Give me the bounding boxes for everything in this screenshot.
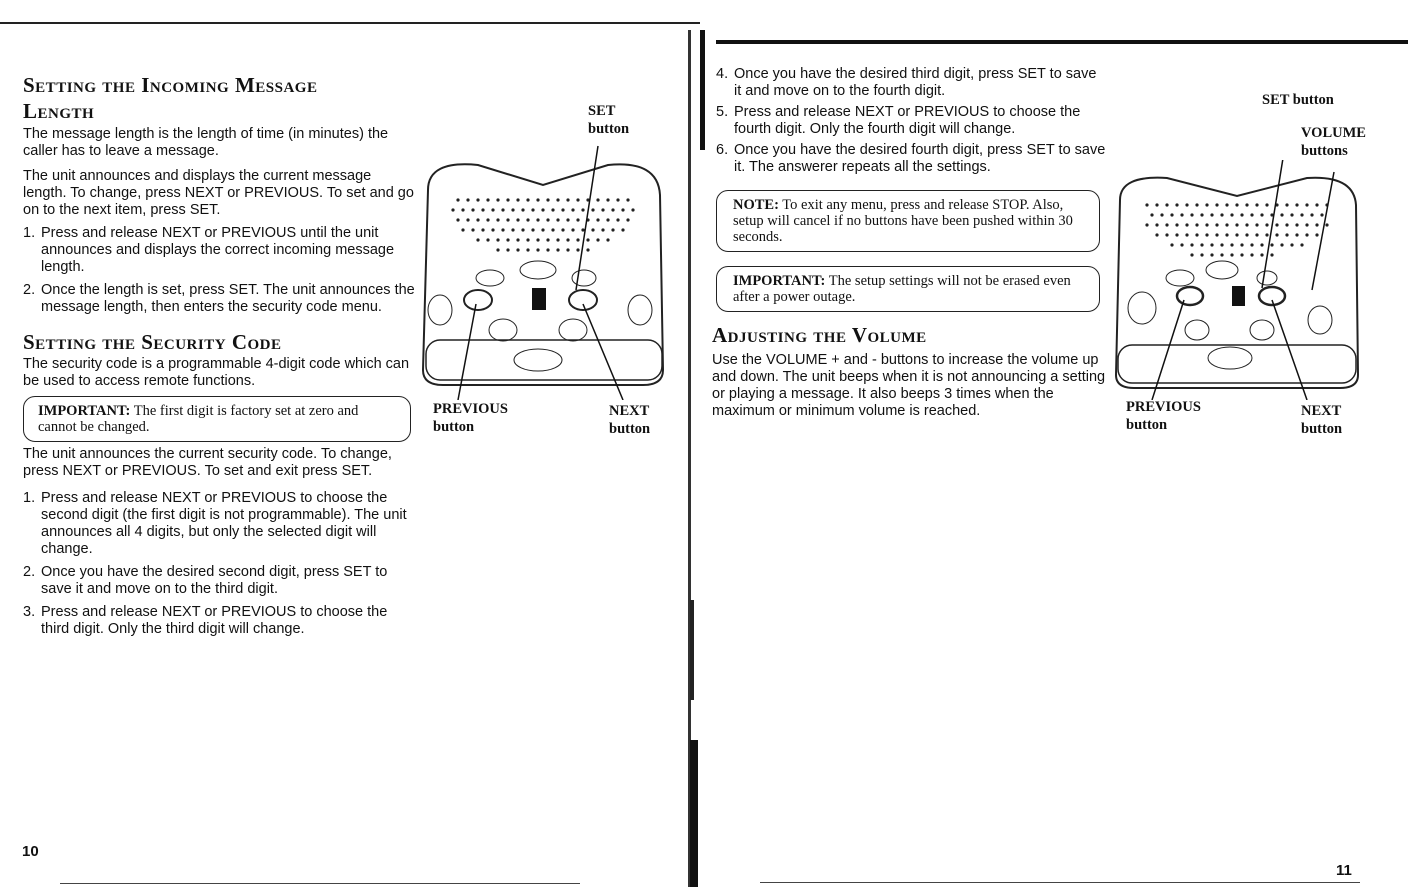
previous-label-line1: PREVIOUS xyxy=(433,401,508,417)
step-number: 2. xyxy=(23,564,36,580)
next-label-line2: button xyxy=(1301,421,1343,437)
volume-label-line1: VOLUME xyxy=(1301,125,1366,141)
important-label: IMPORTANT: xyxy=(733,273,826,289)
top-rule-right xyxy=(716,40,1408,44)
volume-buttons-label xyxy=(1301,124,1366,160)
step-text: Press and release NEXT or PREVIOUS to choose the fourth digit. Only the fourth digit will change. xyxy=(734,104,1081,137)
set-label-line1: SET xyxy=(588,103,616,119)
page-number-right: 11 xyxy=(1336,862,1352,879)
heading-adjusting-volume: Adjusting the Volume xyxy=(712,323,927,347)
important-text: The first digit is factory set at zero and cannot be changed. xyxy=(38,403,359,435)
paragraph-security-code: The security code is a programmable 4-digit code which can be used to access remote functions. xyxy=(23,356,410,389)
heading-security-code: Setting the Security Code xyxy=(23,330,282,354)
important-text: The setup settings will not be erased even after a power outage. xyxy=(733,273,1071,305)
step-number: 5. xyxy=(716,104,729,120)
step-number: 1. xyxy=(23,490,36,506)
list-item xyxy=(23,225,415,276)
volume-label-line2: buttons xyxy=(1301,143,1348,159)
important-box-left xyxy=(23,396,411,442)
step-text: Once the length is set, press SET. The unit announces the message length, then enters the security code menu. xyxy=(41,282,415,315)
previous-button-label-right xyxy=(1126,398,1201,434)
spine-shadow-bottom xyxy=(690,740,698,887)
step-text: Once you have the desired fourth digit, press SET to save it. The answerer repeats all the settings. xyxy=(734,142,1106,175)
steps-security-code-continued xyxy=(716,66,1106,176)
step-number: 2. xyxy=(23,282,36,298)
heading-incoming-message-length xyxy=(23,72,415,124)
next-button-label-right xyxy=(1301,402,1342,438)
list-item xyxy=(716,142,1106,176)
heading-line-1: Setting the Incoming Message xyxy=(23,73,318,97)
next-label-line1: NEXT xyxy=(609,403,650,419)
set-button-label xyxy=(588,102,629,138)
heading-line-2: Length xyxy=(23,99,95,123)
note-box xyxy=(716,190,1100,252)
list-item xyxy=(23,490,415,558)
steps-message-length xyxy=(23,225,415,316)
page-number-left: 10 xyxy=(22,843,39,860)
bottom-rule-right xyxy=(760,882,1360,883)
answering-machine-figure-left xyxy=(418,140,668,400)
list-item xyxy=(23,604,415,638)
top-rule-left xyxy=(0,22,700,24)
list-item xyxy=(716,104,1106,138)
next-button-label xyxy=(609,402,650,438)
next-label-line2: button xyxy=(609,421,651,437)
set-label-line2: button xyxy=(588,121,630,137)
paragraph-current-security-code: The unit announces the current security code. To change, press NEXT or PREVIOUS. To set and exit press SET. xyxy=(23,446,392,479)
steps-security-code xyxy=(23,490,415,638)
step-number: 3. xyxy=(23,604,36,620)
note-label: NOTE: xyxy=(733,197,779,213)
spine-shadow-mid xyxy=(690,600,694,700)
paragraph-unit-announces: The unit announces and displays the current message length. To change, press NEXT or PREVIOUS. To set and go on to the next item, press SET. xyxy=(23,168,414,218)
list-item xyxy=(716,66,1106,100)
paragraph-adjusting-volume: Use the VOLUME + and - buttons to increase the volume up and down. The unit beeps when it is not announcing a setting or playing a message. It also beeps 3 times when the maximum or minimum volume is reached. xyxy=(712,352,1106,419)
previous-label-line2: button xyxy=(433,419,475,435)
note-text: To exit any menu, press and release STOP. Also, setup will cancel if no buttons have been pushed within 30 seconds. xyxy=(733,197,1073,245)
step-number: 4. xyxy=(716,66,729,82)
previous-label-line2: button xyxy=(1126,417,1168,433)
step-text: Once you have the desired second digit, press SET to save it and move on to the third digit. xyxy=(41,564,388,597)
step-text: Press and release NEXT or PREVIOUS until the unit announces and displays the correct incoming message length. xyxy=(41,225,395,275)
previous-button-label xyxy=(433,400,508,436)
paragraph-message-length: The message length is the length of time (in minutes) the caller has to leave a message. xyxy=(23,126,389,159)
important-box-right xyxy=(716,266,1100,312)
previous-label-line1: PREVIOUS xyxy=(1126,399,1201,415)
step-text: Once you have the desired third digit, press SET to save it and move on to the fourth digit. xyxy=(734,66,1097,99)
next-label-line1: NEXT xyxy=(1301,403,1342,419)
important-label: IMPORTANT: xyxy=(38,403,131,419)
answering-machine-figure-right xyxy=(1112,160,1362,400)
step-number: 6. xyxy=(716,142,729,158)
bottom-rule-left xyxy=(60,883,580,884)
spine-shadow-top xyxy=(700,30,705,150)
right-page-column xyxy=(712,66,1106,420)
left-page-column xyxy=(23,72,415,644)
set-button-label-right: SET button xyxy=(1262,92,1334,108)
step-number: 1. xyxy=(23,225,36,241)
step-text: Press and release NEXT or PREVIOUS to choose the second digit (the first digit is not programmable). The unit announces all 4 digits, but only the selected digit will change. xyxy=(41,490,407,557)
list-item xyxy=(23,564,415,598)
step-text: Press and release NEXT or PREVIOUS to choose the third digit. Only the third digit will change. xyxy=(41,604,388,637)
list-item xyxy=(23,282,415,316)
